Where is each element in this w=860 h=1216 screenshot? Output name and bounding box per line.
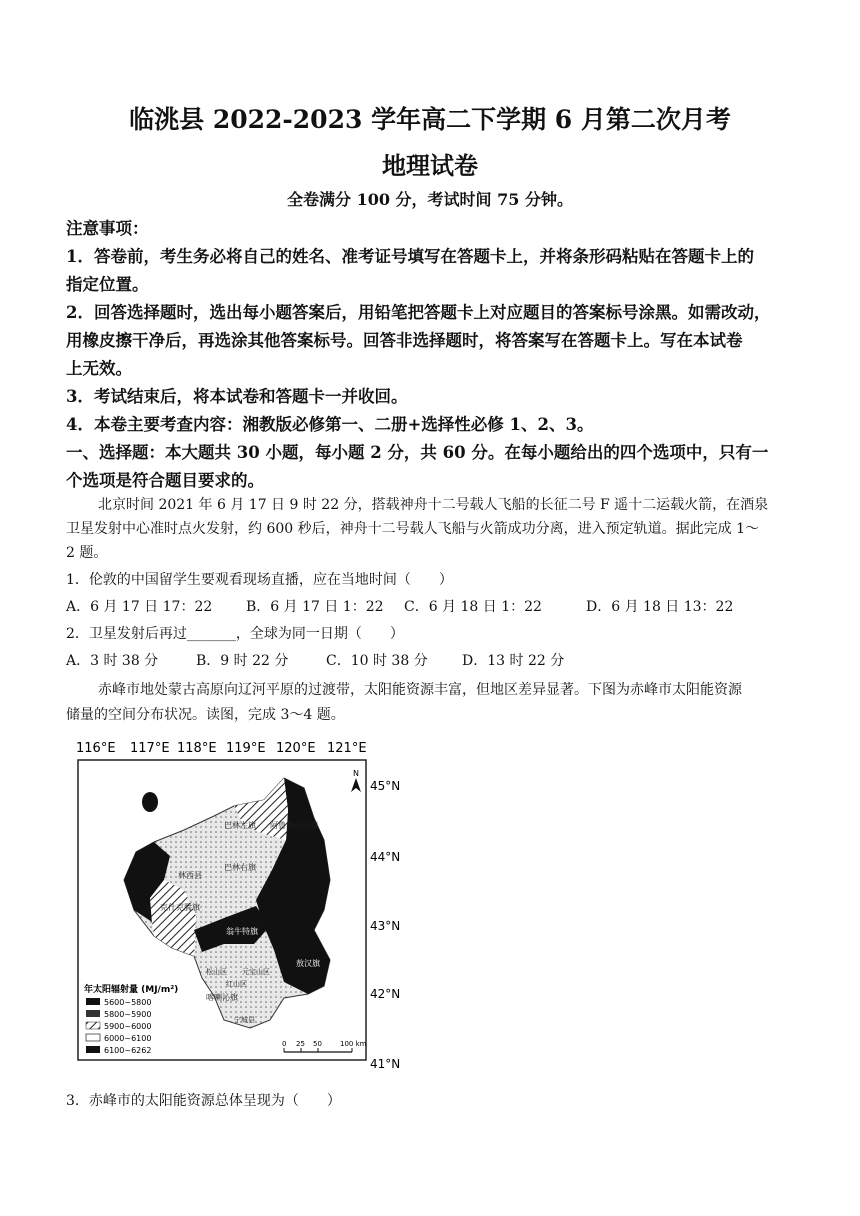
lon-label: 118°E	[177, 741, 217, 756]
passage-line: 北京时间 2021 年 6 月 17 日 9 时 22 分，搭载神舟十二号载人飞船的长征二号 F 遥十二运载火箭，在酒泉	[98, 497, 769, 513]
legend-item: 6000~6100	[104, 1034, 152, 1043]
exam-title: 临洮县 2022-2023 学年高二下学期 6 月第二次月考	[129, 105, 731, 134]
svg-text:100 km: 100 km	[340, 1040, 367, 1048]
question-2-stem: 2．卫星发射后再过_______，全球为同一日期（ ）	[66, 626, 404, 642]
place-label: 林西县	[178, 871, 202, 880]
question-2-option-a: A．3 时 38 分	[66, 653, 159, 669]
place-label: 阿鲁科尔沁旗	[270, 821, 318, 830]
lat-label: 41°N	[370, 1057, 401, 1071]
passage-line: 2 题。	[66, 545, 108, 561]
place-label: 翁牛特旗	[226, 927, 258, 936]
section-heading: 个选项是符合题目要求的。	[66, 471, 264, 490]
place-label: 元宝山区	[242, 968, 270, 976]
lon-label: 121°E	[327, 741, 367, 756]
scale-bar	[282, 1040, 367, 1052]
solar-radiation-map	[74, 730, 414, 1075]
notice-line: 2．回答选择题时，选出每小题答案后，用铅笔把答题卡上对应题目的答案标号涂黑。如需改动，	[66, 303, 771, 322]
legend-title: 年太阳辐射量 (MJ/m²)	[84, 985, 179, 995]
notice-line: 指定位置。	[66, 275, 149, 294]
place-label: 松山区	[206, 968, 227, 976]
lon-label: 119°E	[226, 741, 266, 756]
svg-text:50: 50	[313, 1040, 322, 1048]
notice-line: 1．答卷前，考生务必将自己的姓名、准考证号填写在答题卡上，并将条形码粘贴在答题卡上的	[66, 247, 754, 266]
notice-line: 上无效。	[66, 359, 132, 378]
question-1-stem: 1．伦敦的中国留学生要观看现场直播，应在当地时间（ ）	[66, 572, 453, 588]
passage-line: 储量的空间分布状况。读图，完成 3～4 题。	[66, 707, 345, 723]
place-label: 巴林右旗	[224, 863, 256, 872]
lat-label: 43°N	[370, 919, 401, 933]
svg-text:25: 25	[296, 1040, 305, 1048]
place-label: 宁城县	[234, 1016, 255, 1024]
lon-label: 116°E	[76, 741, 116, 756]
island-shape	[142, 792, 158, 812]
exam-info: 全卷满分 100 分，考试时间 75 分钟。	[287, 190, 573, 209]
legend-item: 5900~6000	[104, 1022, 152, 1031]
notice-line: 4．本卷主要考查内容：湘教版必修第一、二册+选择性必修 1、2、3。	[66, 415, 594, 434]
lat-label: 45°N	[370, 779, 401, 793]
question-2-option-c: C．10 时 38 分	[326, 653, 428, 669]
exam-subtitle: 地理试卷	[382, 151, 478, 180]
svg-text:0: 0	[282, 1040, 287, 1048]
question-1-option-a: A．6 月 17 日 17：22	[66, 599, 213, 615]
legend-item: 5800~5900	[104, 1010, 152, 1019]
notice-line: 3．考试结束后，将本试卷和答题卡一并收回。	[66, 387, 408, 406]
svg-text:N: N	[353, 769, 359, 778]
lon-label: 120°E	[276, 741, 316, 756]
question-1-option-c: C．6 月 18 日 1：22	[404, 599, 542, 615]
question-2-option-d: D．13 时 22 分	[462, 653, 565, 669]
question-1-option-d: D．6 月 18 日 13：22	[586, 599, 734, 615]
passage-line: 赤峰市地处蒙古高原向辽河平原的过渡带，太阳能资源丰富，但地区差异显著。下图为赤峰市太阳能资源	[98, 682, 742, 698]
place-label: 巴林左旗	[224, 821, 256, 830]
place-label: 喀喇沁旗	[206, 993, 238, 1002]
place-label: 敖汉旗	[296, 959, 320, 968]
section-heading: 一、选择题：本大题共 30 小题，每小题 2 分，共 60 分。在每小题给出的四个选项中，只有一	[66, 443, 769, 462]
notice-heading: 注意事项：	[66, 219, 149, 238]
question-2-option-b: B．9 时 22 分	[196, 653, 289, 669]
lon-label: 117°E	[130, 741, 170, 756]
passage-line: 卫星发射中心准时点火发射，约 600 秒后，神舟十二号载人飞船与火箭成功分离，进入预定轨道。据此完成 1～	[66, 521, 759, 537]
lat-label: 42°N	[370, 987, 401, 1001]
question-1-option-b: B．6 月 17 日 1：22	[246, 599, 384, 615]
north-arrow-icon	[351, 769, 361, 792]
map-legend	[84, 983, 178, 1055]
legend-item: 5600~5800	[104, 998, 152, 1007]
place-label: 克什克腾旗	[160, 903, 200, 912]
question-3-stem: 3．赤峰市的太阳能资源总体呈现为（ ）	[66, 1093, 341, 1109]
notice-line: 用橡皮擦干净后，再选涂其他答案标号。回答非选择题时，将答案写在答题卡上。写在本试卷	[66, 331, 743, 350]
lat-label: 44°N	[370, 850, 401, 864]
place-label: 红山区	[226, 980, 247, 988]
legend-item: 6100~6262	[104, 1046, 152, 1055]
